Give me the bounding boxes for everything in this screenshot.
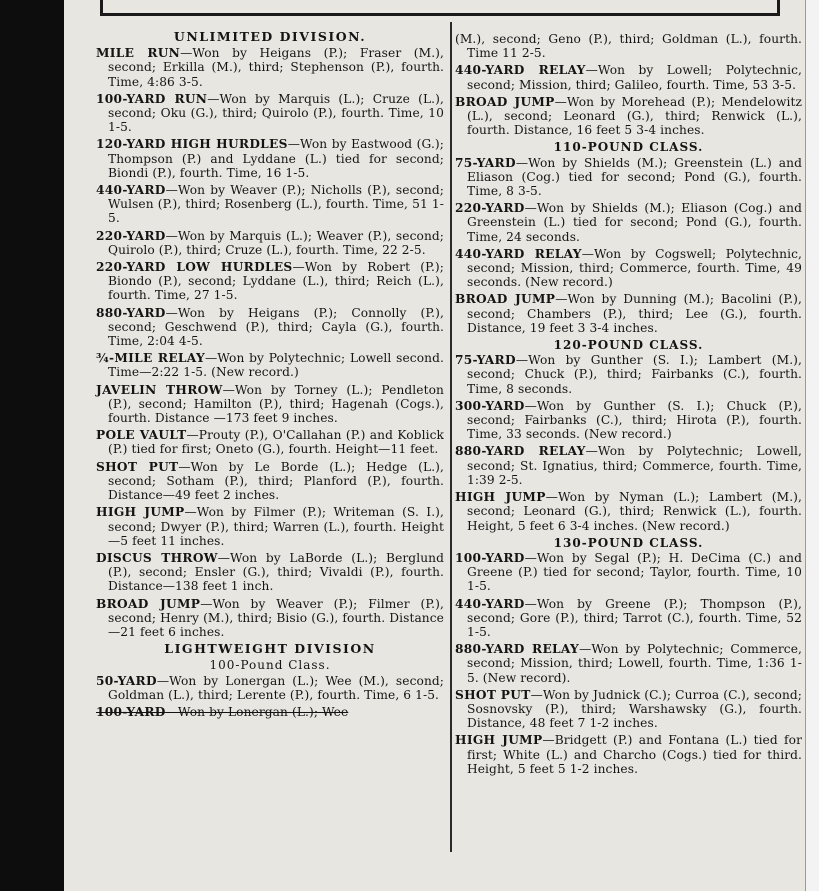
result-text: —Won by Dunning (M.); Bacolini (P.), second; Chambers (P.), third; Lee (G.), fourth. Distance, 19 feet 3 3-4 inches. [467, 292, 802, 335]
result-entry [455, 733, 802, 776]
result-text: —Won by Morehead (P.); Mendelowitz (L.), second; Leonard (G.), third; Renwick (L.), fourth. Distance, 16 feet 5 3-4 inches. [467, 94, 802, 138]
result-text: —Won by Shields (M.); Greenstein (L.) and Eliason (Cog.) tied for second; Pond (G.), fourth. Time, 8 3-5. [467, 155, 802, 199]
result-text: —Won by Heigans (P.); Fraser (M.), second; Erkilla (M.), third; Stephenson (P.), fourth. Time, 4:86 3-5. [108, 46, 444, 89]
result-entry [455, 399, 802, 442]
result-text: (M.), second; Geno (P.), third; Goldman (L.), fourth. Time 11 2-5. [455, 32, 802, 61]
result-text: —Won by Filmer (P.); Writeman (S. I.), second; Dwyer (P.), third; Warren (L.), fourth. Height—5 feet 11 inches. [108, 505, 444, 548]
event-name: HIGH JUMP [455, 733, 543, 748]
result-text: —Won by Le Borde (L.); Hedge (L.), second; Sotham (P.), third; Planford (P.), fourth. Distance—49 feet 2 inches. [108, 459, 444, 503]
result-text: —Won by Robert (P.); Biondo (P.), second; Lyddane (L.), third; Reich (L.), fourth. Time, 27 1-5. [108, 260, 444, 303]
results-120 [455, 353, 802, 532]
event-name: SHOT PUT [96, 459, 179, 474]
event-name: 440-YARD [455, 596, 525, 611]
result-text: —Won by Shields (M.); Eliason (Cog.) and Greenstein (L.) tied for second; Pond (G.), fourth. Time, 24 seconds. [467, 201, 802, 244]
event-name: HIGH JUMP [455, 490, 546, 505]
result-text: —Bridgett (P.) and Fontana (L.) tied for first; White (L.) and Charcho (Cogs.) tied for third. Height, 5 feet 5 1-2 inches. [467, 733, 802, 776]
result-entry [455, 247, 802, 290]
event-name: POLE VAULT [96, 428, 187, 443]
event-name: MILE RUN [96, 46, 181, 61]
event-name: 440-YARD [96, 183, 166, 198]
result-text: —Won by Torney (L.); Pendleton (P.), second; Hamilton (P.), third; Hagenah (Cogs.), fourth. Distance —173 feet 9 inches. [108, 382, 445, 426]
event-name: BROAD JUMP [455, 292, 556, 307]
right-column [455, 32, 802, 779]
result-text: —Won by Marquis (L.); Weaver (P.), second; Quirolo (P.), third; Cruze (L.), fourth. Time, 22 2-5. [108, 228, 444, 257]
result-text: —Won by LaBorde (L.); Berglund (P.), second; Ensler (G.), third; Vivaldi (P.), fourth. Distance—138 feet 1 inch. [108, 550, 445, 594]
division-title: UNLIMITED DIVISION. [173, 29, 367, 44]
event-name: 50-YARD [96, 673, 157, 688]
result-entry [96, 597, 444, 640]
event-name: 440-YARD RELAY [455, 63, 586, 78]
result-entry [455, 551, 802, 594]
result-entry [96, 674, 444, 702]
result-entry [455, 597, 802, 640]
result-entry [455, 63, 802, 91]
event-name: 100-YARD RUN [96, 91, 208, 106]
result-text: —Won by Eastwood (G.); Thompson (P.) and Lyddane (L.) tied for second; Biondi (P.), fourth. Time, 16 1-5. [108, 137, 444, 180]
result-entry [96, 383, 444, 426]
event-name: 880-YARD [96, 305, 166, 320]
result-entry [96, 229, 444, 257]
result-text: —Won by Polytechnic; Lowell second. Time—2:22 1-5. (New record.) [108, 351, 445, 380]
result-entry [96, 260, 444, 303]
result-entry [96, 505, 444, 548]
result-entry [96, 705, 444, 719]
result-entry [96, 460, 444, 503]
event-name: 220-YARD [96, 228, 166, 243]
class-120-heading: 120-POUND CLASS. [553, 338, 704, 353]
event-name: 440-YARD RELAY [455, 246, 582, 261]
event-name: 880-YARD RELAY [455, 642, 580, 657]
event-name: 220-YARD LOW HURDLES [96, 260, 293, 275]
class-130-heading: 130-POUND CLASS. [553, 535, 704, 550]
result-entry [96, 46, 444, 89]
event-name: SHOT PUT [455, 687, 531, 702]
event-name: 100-YARD [455, 550, 525, 565]
result-text: —Won by Segal (P.); H. DeCima (C.) and Greene (P.) tied for second; Taylor, fourth. Time, 10 1-5. [467, 550, 802, 594]
result-entry [96, 183, 444, 226]
result-text: —Won by Lowell; Polytechnic, second; Mission, third; Galileo, fourth. Time, 53 3-5. [467, 63, 802, 92]
results-130 [455, 551, 802, 776]
event-name: ¾-MILE RELAY [96, 351, 205, 366]
event-name: DISCUS THROW [96, 550, 218, 565]
result-entry [455, 201, 802, 244]
result-entry [96, 137, 444, 180]
class-110-heading: 110-POUND CLASS. [553, 140, 704, 155]
result-text: —Won by Gunther (S. I.); Chuck (P.), second; Fairbanks (C.), third; Hirota (P.), fourth. Time, 33 seconds. (New record.) [467, 398, 802, 442]
result-entry [455, 292, 802, 335]
top-box-border [100, 0, 780, 16]
event-name: BROAD JUMP [455, 94, 555, 109]
continued-results [455, 32, 802, 137]
left-column [96, 30, 444, 722]
result-text: —Won by Weaver (P.); Nicholls (P.), second; Wulsen (P.), third; Rosenberg (L.), fourth. Time, 51 1-5. [108, 183, 444, 226]
event-name: JAVELIN THROW [96, 382, 223, 397]
result-entry [96, 306, 444, 349]
result-entry [96, 92, 444, 135]
result-entry [455, 32, 802, 60]
event-name: 75-YARD [455, 155, 516, 170]
result-text: —Won by Greene (P.); Thompson (P.), second; Gore (P.), third; Tarrot (C.), fourth. Time, 52 1-5. [467, 596, 802, 639]
result-entry [455, 490, 802, 533]
event-name: BROAD JUMP [96, 596, 201, 611]
event-name: 220-YARD [455, 201, 525, 216]
event-name: 880-YARD RELAY [455, 444, 586, 459]
result-entry [96, 428, 444, 456]
scan-left-margin [0, 0, 64, 891]
unlimited-results [96, 46, 444, 639]
event-name: 120-YARD HIGH HURDLES [96, 137, 288, 152]
event-name: 100-YARD [96, 704, 166, 719]
result-entry [455, 642, 802, 685]
results-110 [455, 156, 802, 335]
result-text: —Won by Cogswell; Polytechnic, second; Mission, third; Commerce, fourth. Time, 49 seconds. (New record.) [467, 246, 802, 290]
result-text: —Won by Judnick (C.); Curroa (C.), second; Sosnovsky (P.), third; Warshawsky (G.), fourth. Distance, 48 feet 7 1-2 inches. [467, 687, 802, 731]
result-entry [455, 95, 802, 138]
event-name: 300-YARD [455, 398, 525, 413]
column-rule [450, 22, 452, 852]
result-text: —Won by Gunther (S. I.); Lambert (M.), second; Chuck (P.), third; Fairbanks (C.), fourth. Time, 8 seconds. [467, 353, 802, 396]
result-entry [455, 156, 802, 199]
result-entry [96, 351, 444, 379]
result-text: —Won by Lonergan (L.); Wee [165, 704, 349, 719]
event-name: 75-YARD [455, 353, 516, 368]
scan-right-edge [805, 0, 819, 891]
lightweight-class: 100-Pound Class. [209, 658, 331, 673]
result-text: —Won by Polytechnic; Commerce, second; Mission, third; Lowell, fourth. Time, 1:36 1-5. (New record). [467, 642, 802, 685]
event-name: HIGH JUMP [96, 505, 185, 520]
result-entry [455, 688, 802, 731]
result-text: —Won by Nyman (L.); Lambert (M.), second; Leonard (G.), third; Renwick (L.), fourth. Height, 5 feet 6 3-4 inches. (New record.) [467, 490, 802, 533]
result-text: —Won by Weaver (P.); Filmer (P.), second; Henry (M.), third; Bisio (G.), fourth. Distance—21 feet 6 inches. [108, 596, 444, 639]
lightweight-title: LIGHTWEIGHT DIVISION [164, 641, 376, 657]
result-text: —Won by Heigans (P.); Connolly (P.), second; Geschwend (P.), third; Cayla (G.), fourth. Time, 2:04 4-5. [108, 305, 444, 349]
result-entry [455, 444, 802, 487]
lightweight-results [96, 674, 444, 720]
result-entry [455, 353, 802, 396]
result-text: —Prouty (P.), O'Callahan (P.) and Koblick (P.) tied for first; Oneto (G.), fourth. Height—11 feet. [108, 428, 444, 457]
result-text: —Won by Polytechnic; Lowell, second; St. Ignatius, third; Commerce, fourth. Time, 1:39 2-5. [467, 444, 802, 487]
result-text: —Won by Lonergan (L.); Wee (M.), second; Goldman (L.), third; Lerente (P.), fourth. Time, 6 1-5. [108, 673, 444, 702]
result-entry [96, 551, 444, 594]
result-text: —Won by Marquis (L.); Cruze (L.), second; Oku (G.), third; Quirolo (P.), fourth. Time, 10 1-5. [108, 91, 444, 135]
